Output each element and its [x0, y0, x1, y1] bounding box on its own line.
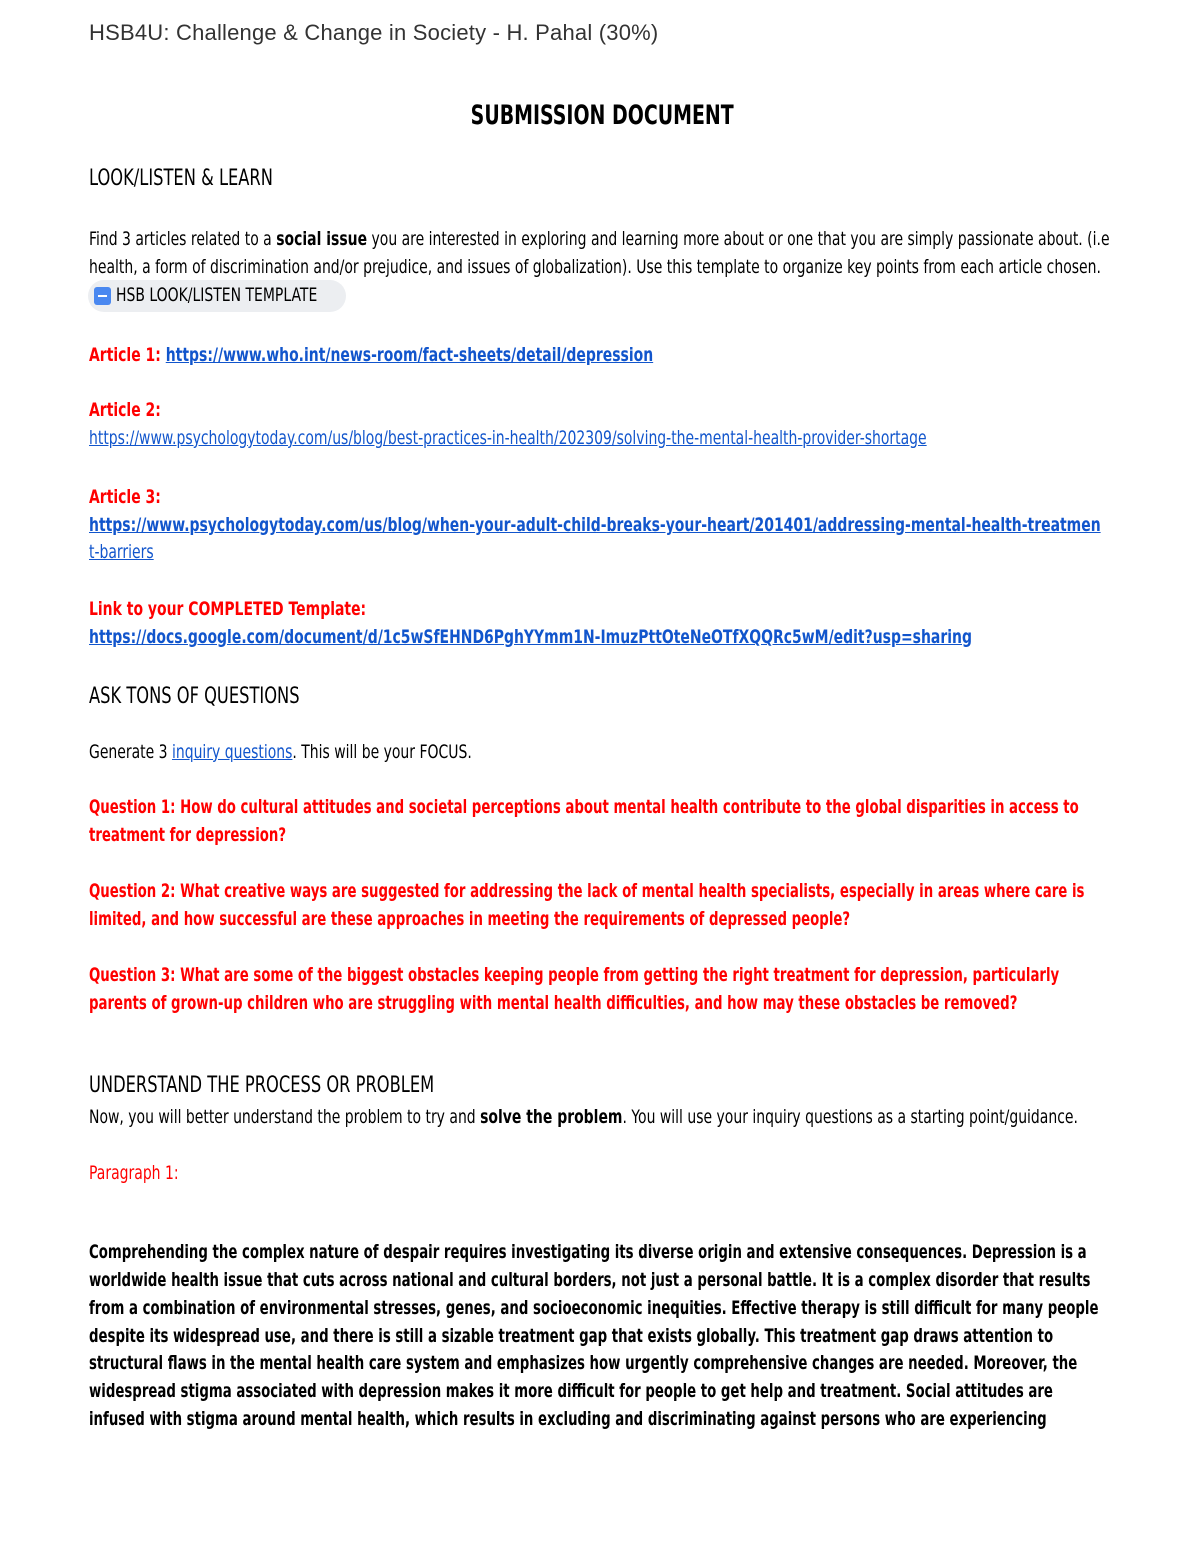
understand-intro-text: Now, you will better understand the problem to try and: [89, 1106, 481, 1128]
question-3-line2: parents of grown-up children who are struggling with mental health difficulties, and how may these obstacles be removed?: [89, 992, 1018, 1014]
article-2-label: Article 2:: [89, 399, 161, 421]
understand-intro-bold: solve the problem: [480, 1106, 623, 1128]
article-1-link[interactable]: https://www.who.int/news-room/fact-sheets/detail/depression: [165, 344, 654, 366]
look-listen-intro-line2: health, a form of discrimination and/or prejudice, and issues of globalization). Use this template to organize key points from each article chosen.: [89, 256, 1101, 278]
understand-intro: [89, 1106, 1078, 1128]
inquiry-questions-link[interactable]: inquiry questions: [171, 741, 293, 763]
questions-intro-text: Generate 3: [89, 741, 172, 763]
page-header: HSB4U: Challenge & Change in Society - H. Pahal (30%): [89, 20, 659, 45]
paragraph-line: widespread stigma associated with depression makes it more difficult for people to get help and treatment. Social attitudes are: [89, 1380, 1053, 1402]
question-2-line2: limited, and how successful are these approaches in meeting the requirements of depressed people?: [89, 908, 851, 930]
paragraph-line: structural flaws in the mental health care system and emphasizes how urgently comprehensive changes are needed. Moreover, the: [89, 1352, 1078, 1374]
section-heading-understand: UNDERSTAND THE PROCESS OR PROBLEM: [89, 1073, 435, 1098]
paragraph-line: worldwide health issue that cuts across national and cultural borders, not just a personal battle. It is a complex disorder that results: [89, 1269, 1091, 1291]
section-heading-look-listen: LOOK/LISTEN & LEARN: [89, 166, 273, 191]
paragraph-line: Comprehending the complex nature of despair requires investigating its diverse origin and extensive consequences. Depression is a: [89, 1241, 1087, 1263]
template-chip-label: HSB LOOK/LISTEN TEMPLATE: [116, 284, 318, 306]
article-1-line: [89, 344, 653, 366]
template-link-chip[interactable]: [88, 280, 346, 312]
article-2-link[interactable]: https://www.psychologytoday.com/us/blog/best-practices-in-health/202309/solving-the-mental-health-provider-shortage: [89, 427, 927, 449]
paragraph-1-label: Paragraph 1:: [89, 1162, 179, 1184]
google-docs-icon: [94, 287, 111, 305]
section-heading-questions: ASK TONS OF QUESTIONS: [89, 684, 300, 709]
completed-template-link[interactable]: https://docs.google.com/document/d/1c5wSfEHND6PghYYmm1N-ImuzPttOteNeOTfXQQRc5wM/edit?usp=sharing: [89, 626, 972, 648]
look-listen-intro-line1: [89, 228, 1110, 250]
understand-intro-continued: . You will use your inquiry questions as a starting point/guidance.: [622, 1106, 1078, 1128]
intro-text: Find 3 articles related to a: [89, 228, 277, 250]
intro-bold-social-issue: social issue: [276, 228, 368, 250]
questions-intro: [89, 741, 472, 763]
completed-template-label: Link to your COMPLETED Template:: [89, 598, 367, 620]
document-title: SUBMISSION DOCUMENT: [470, 100, 734, 131]
paragraph-line: from a combination of environmental stresses, genes, and socioeconomic inequities. Effective therapy is still difficult for many people: [89, 1297, 1099, 1319]
questions-intro-focus: . This will be your FOCUS.: [292, 741, 472, 763]
question-2-line1: Question 2: What creative ways are suggested for addressing the lack of mental health specialists, especially in areas where care is: [89, 880, 1085, 902]
question-1-line2: treatment for depression?: [89, 824, 287, 846]
question-1-line1: Question 1: How do cultural attitudes and societal perceptions about mental health contribute to the global disparities in access to: [89, 796, 1079, 818]
paragraph-line: infused with stigma around mental health, which results in excluding and discriminating against persons who are experiencing: [89, 1408, 1047, 1430]
question-3-line1: Question 3: What are some of the biggest obstacles keeping people from getting the right treatment for depression, particularly: [89, 964, 1060, 986]
intro-text-continued: you are interested in exploring and learning more about or one that you are simply passionate about. (i.e: [367, 228, 1110, 250]
article-3-link-line1[interactable]: https://www.psychologytoday.com/us/blog/when-your-adult-child-breaks-your-heart/201401/addressing-mental-health-treatmen: [89, 514, 1101, 536]
paragraph-line: despite its widespread use, and there is still a sizable treatment gap that exists globally. This treatment gap draws attention to: [89, 1325, 1054, 1347]
article-3-link-line2[interactable]: t-barriers: [89, 541, 154, 563]
article-3-label: Article 3:: [89, 486, 161, 508]
article-1-label: Article 1:: [89, 344, 166, 366]
